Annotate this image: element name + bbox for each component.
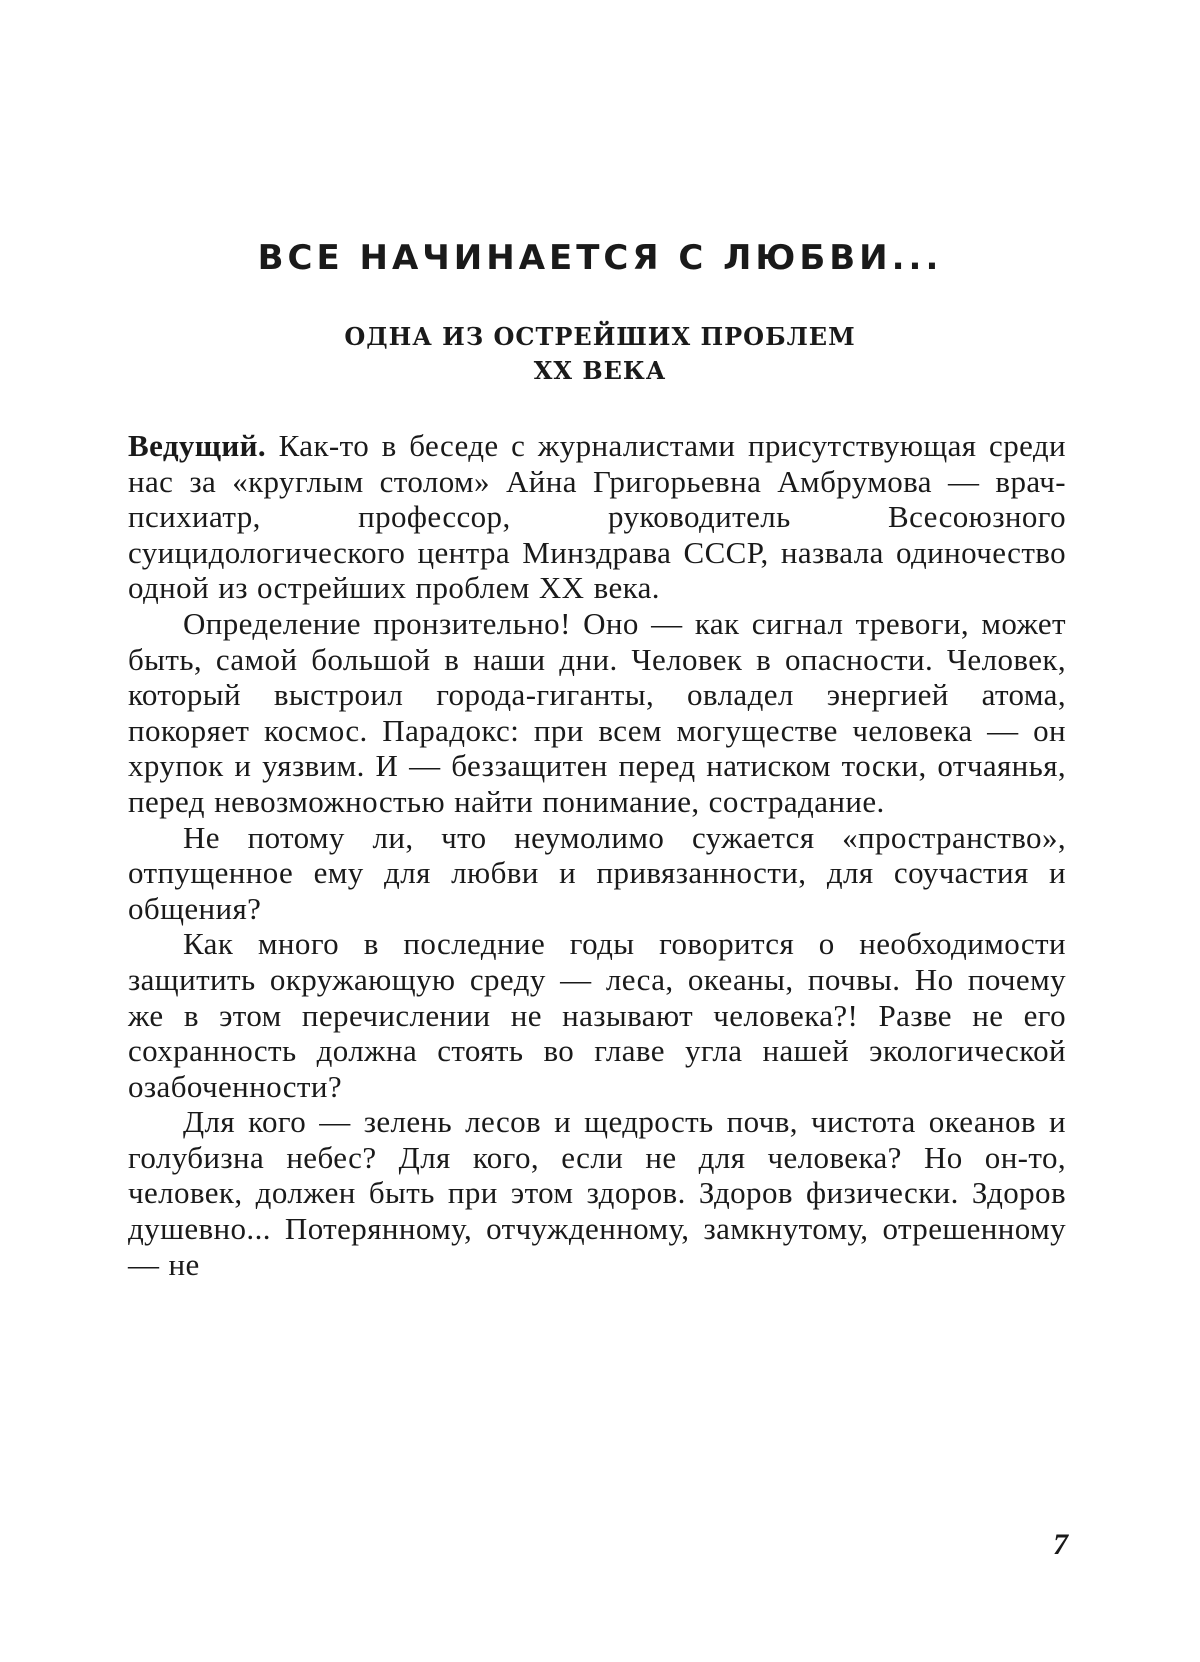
paragraph-5: Для кого — зелень лесов и щедрость почв, чистота океанов и голубизна небес? Для кого, если не для человека? Но он-то, человек, должен быть при этом здоров. Здоров физически. Здоров душевно... Потерянному, отчужденному, замкнутому, отрешенному — не	[128, 1104, 1066, 1282]
paragraph-1	[128, 428, 1066, 606]
paragraph-1-text: Как-то в беседе с журналистами присутствующая среди нас за «круглым столом» Айна Григорьевна Амбрумова — врач-психиатр, профессор, руководитель Всесоюзного суицидологического центра Минздрава СССР, назвала одиночество одной из острейших проблем XX века.	[128, 428, 1067, 606]
subtitle-line-2: XX ВЕКА	[533, 356, 667, 385]
body-text	[128, 428, 1066, 1282]
paragraph-3: Не потому ли, что неумолимо сужается «пространство», отпущенное ему для любви и привязанности, для соучастия и общения?	[128, 819, 1066, 926]
paragraph-2: Определение пронзительно! Оно — как сигнал тревоги, может быть, самой большой в наши дни. Человек в опасности. Человек, который выстроил города-гиганты, овладел энергией атома, покоряет космос. Парадокс: при всем могуществе человека — он хрупок и уязвим. И — беззащитен перед натиском тоски, отчаянья, перед невозможностью найти понимание, сострадание.	[128, 605, 1066, 819]
section-subtitle	[0, 320, 1200, 388]
chapter-title: ВСЕ НАЧИНАЕТСЯ С ЛЮБВИ...	[257, 238, 943, 278]
page-number: 7	[1053, 1528, 1068, 1561]
paragraph-4: Как много в последние годы говорится о необходимости защитить окружающую среду — леса, океаны, почвы. Но почему же в этом перечислении не называют человека?! Разве не его сохранность должна стоять во главе угла нашей экологической озабоченности?	[128, 926, 1066, 1104]
subtitle-line-1: ОДНА ИЗ ОСТРЕЙШИХ ПРОБЛЕМ	[344, 322, 856, 351]
speaker-label: Ведущий.	[128, 428, 267, 463]
